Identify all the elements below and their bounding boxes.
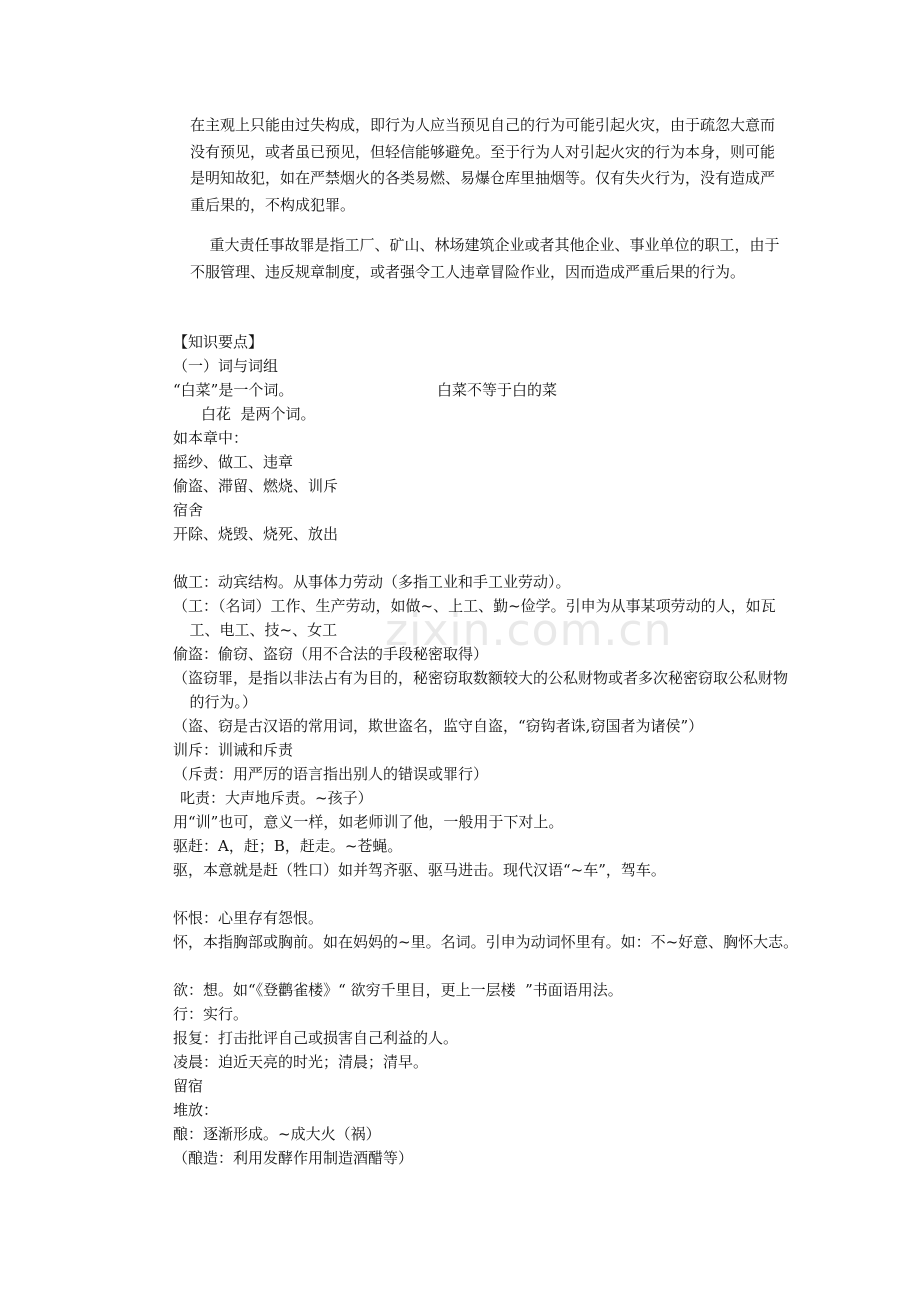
definition-xun-usage: 用“训”也可，意义一样，如老师训了他，一般用于下对上。 — [173, 813, 564, 831]
intro-paragraph-1: 在主观上只能由过失构成，即行为人应当预见自己的行为可能引起火灾，由于疏忽大意而没有预见，或者虽已预见，但轻信能够避免。至于行为人对引起火灾的行为本身，则可能是明知故犯，如在严禁烟火的各类易燃、易爆仓库里抽烟等。仅有失火行为，没有造成严重后果的，不构成犯罪。 — [190, 116, 776, 214]
watermark: zixin.com.cn — [385, 605, 673, 656]
definition-liusu: 留宿 — [173, 1077, 204, 1095]
example-word: “白菜”是一个词。 — [173, 381, 294, 399]
knowledge-header: 【知识要点】 — [173, 333, 264, 351]
definition-niangzao: （酿造：利用发酵作用制造酒醋等） — [173, 1149, 414, 1167]
definition-lingchen: 凌晨：迫近天亮的时光；清晨；清早。 — [173, 1053, 429, 1071]
definition-dao-qie-note: （盗、窃是古汉语的常用词，欺世盗名，监守自盗，“窃钩者诛,窃国者为诸侯”） — [173, 717, 704, 735]
definition-yu: 欲：想。如“《登鹳雀楼》“ 欲穷千里目，更上一层楼 ”书面语用法。 — [173, 981, 623, 999]
example-note: 白菜不等于白的菜 — [437, 381, 558, 399]
example-phrase: 白花 是两个词。 — [201, 405, 316, 423]
definition-xing: 行：实行。 — [173, 1005, 249, 1023]
definition-toudao: 偷盗：偷窃、盗窃（用不合法的手段秘密取得） — [173, 645, 489, 663]
definition-qugan: 驱赶：A，赶；B，赶走。~苍蝇。 — [173, 837, 403, 855]
definition-huaihen: 怀恨：心里存有怨恨。 — [173, 909, 324, 927]
definition-daoqie-crime: （盗窃罪，是指以非法占有为目的，秘密窃取数额较大的公私财物或者多次秘密窃取公私财物的行为。） — [173, 669, 789, 711]
word-group-3: 宿舍 — [173, 501, 204, 519]
definition-gong-note: （工：（名词）工作、生产劳动，如做~、上工、勤~俭学。引申为从事某项劳动的人，如瓦工、电工、技~、女工 — [173, 597, 776, 639]
definition-chize: （斥责：用严厉的语言指出别人的错误或罪行） — [173, 765, 489, 783]
definition-hechi: 叱责：大声地斥责。~孩子） — [180, 789, 373, 807]
definition-duifang: 堆放： — [173, 1101, 219, 1119]
definition-baofu: 报复：打击批评自己或损害自己利益的人。 — [173, 1029, 459, 1047]
intro-paragraph-2: 重大责任事故罪是指工厂、矿山、林场建筑企业或者其他企业、事业单位的职工，由于不服管理、违反规章制度，或者强令工人违章冒险作业，因而造成严重后果的行为。 — [190, 236, 780, 281]
definition-huai-note: 怀，本指胸部或胸前。如在妈妈的~里。名词。引申为动词怀里有。如：不~好意、胸怀大志。 — [173, 933, 799, 951]
chapter-intro: 如本章中： — [173, 429, 249, 447]
section-heading: （一）词与词组 — [173, 357, 279, 375]
word-group-2: 偷盗、滞留、燃烧、训斥 — [173, 477, 339, 495]
definition-qu-note: 驱，本意就是赶（牲口）如并驾齐驱、驱马进击。现代汉语“~车”，驾车。 — [173, 861, 666, 879]
definition-xunchi: 训斥：训诫和斥责 — [173, 741, 294, 759]
word-group-4: 开除、烧毁、烧死、放出 — [173, 525, 339, 543]
definition-zuogong: 做工：动宾结构。从事体力劳动（多指工业和手工业劳动）。 — [173, 573, 571, 591]
word-group-1: 摇纱、做工、违章 — [173, 453, 294, 471]
definition-niang: 酿：逐渐形成。~成大火（祸） — [173, 1125, 381, 1143]
